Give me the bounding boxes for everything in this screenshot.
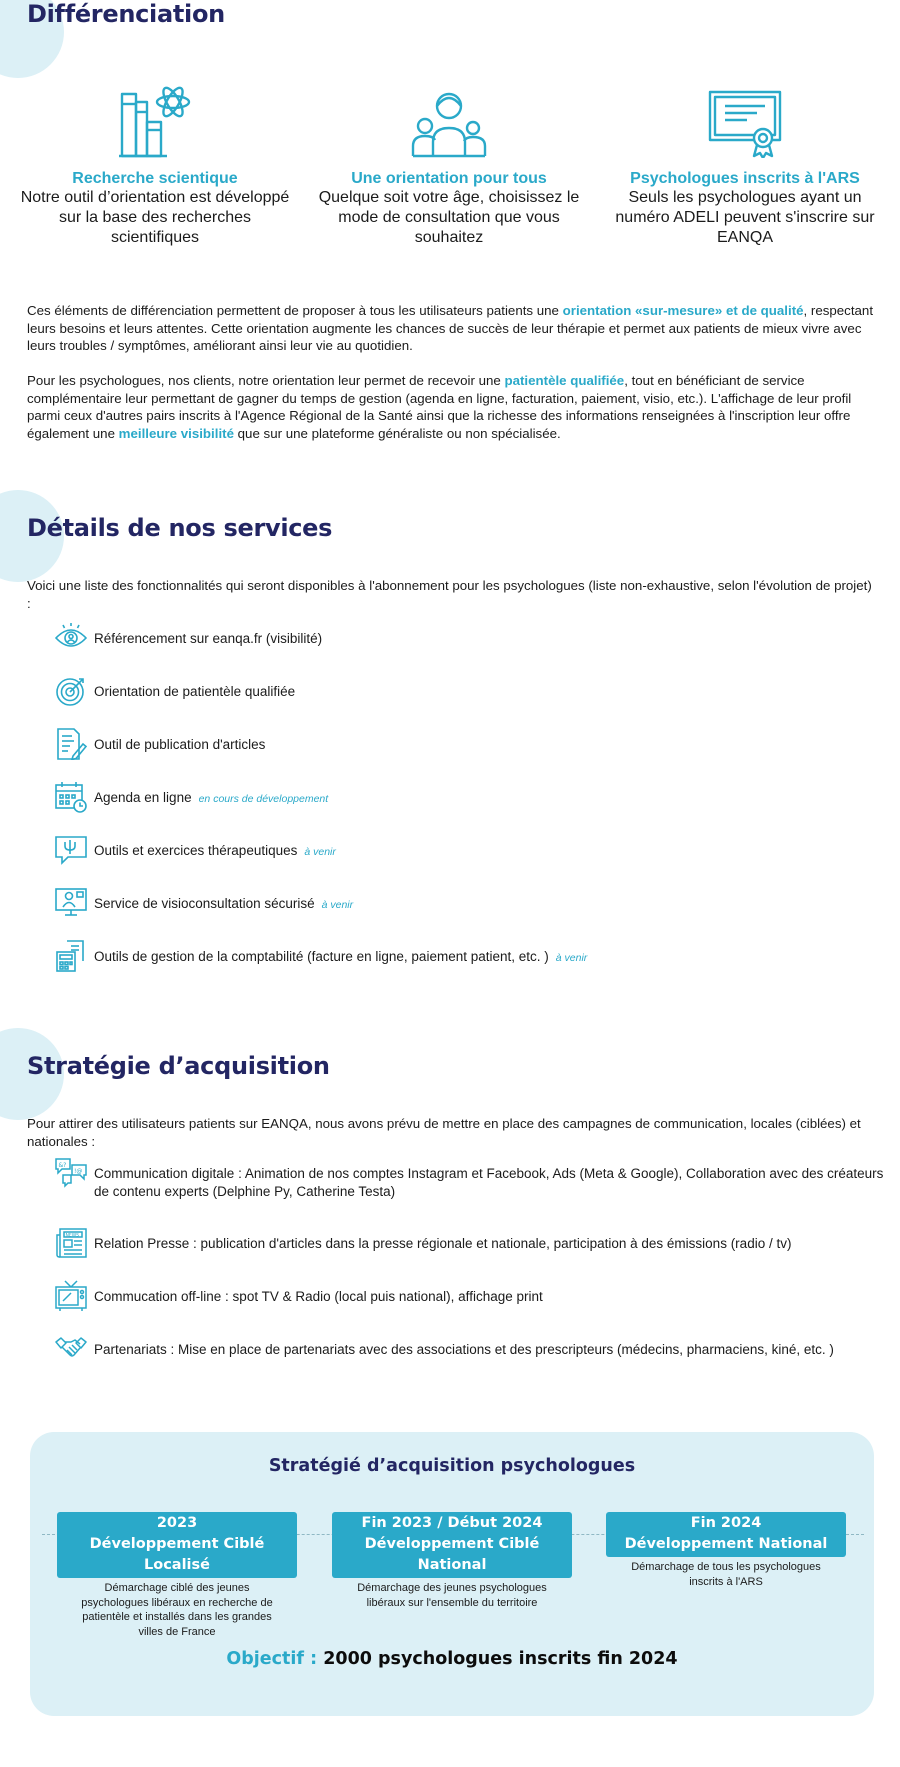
phase-description: Démarchage de tous les psychologues inscrits à l'ARS xyxy=(631,1561,821,1588)
status-tag: à venir xyxy=(321,899,354,911)
label: Outils et exercices thérapeutiques xyxy=(94,843,298,858)
highlight: meilleure visibilité xyxy=(118,425,234,441)
acquisition-label: Relation Presse : publication d'articles dans la presse régionale et nationale, participation à des émissions (radio / tv) xyxy=(94,1236,792,1251)
acquisition-intro: Pour attirer des utilisateurs patients sur EANQA, nous avons prévu de mettre en place des campagnes de communication, locales (ciblées) et nationales : xyxy=(27,1116,861,1149)
highlight: patientèle qualifiée xyxy=(504,373,625,388)
section-header-services xyxy=(0,490,900,560)
section-header-acquisition xyxy=(0,1028,900,1098)
service-label xyxy=(94,895,894,915)
service-label xyxy=(94,789,894,809)
text: , respectant leurs besoins et leurs attentes. Cette orientation augmente les chances de succès de leur thérapie et permet aux patients de mieux vivre avec leurs troubles / symptômes, améliorant ainsi leur vie au quotidien. xyxy=(27,303,874,353)
phase-description: Démarchage ciblé des jeunes psychologues libéraux en recherche de patientèle et installés dans les grandes villes de France xyxy=(81,1582,273,1638)
phase-name: Développement Ciblé Localisé xyxy=(89,1536,265,1573)
chat-psi-icon xyxy=(55,834,87,866)
objective-text: 2000 psychologues inscrits fin 2024 xyxy=(317,1649,678,1669)
pillar-title: Une orientation pour tous xyxy=(351,170,547,187)
books-atom-icon xyxy=(117,86,193,158)
status-tag: à venir xyxy=(304,846,336,858)
phase-description: Démarchage des jeunes psychologues libéraux sur l'ensemble du territoire xyxy=(357,1582,547,1609)
calculator-invoice-icon xyxy=(55,940,87,972)
newspaper-icon xyxy=(55,1227,87,1259)
phase-2023 xyxy=(57,1512,297,1639)
phase-box xyxy=(57,1512,297,1578)
acquisition-label: Partenariats : Mise en place de partenariats avec des associations et des prescripteurs (médecins, pharmaciens, kiné, etc. ) xyxy=(94,1342,834,1357)
status-tag: à venir xyxy=(555,952,588,964)
label: Outils de gestion de la comptabilité (facture en ligne, paiement patient, etc. ) xyxy=(94,949,549,964)
section-title-differentiation: Différenciation xyxy=(27,0,225,28)
objective xyxy=(30,1649,874,1669)
calendar-clock-icon xyxy=(55,781,87,813)
pillar-ars xyxy=(610,86,880,248)
status-tag: en cours de développement xyxy=(198,793,329,805)
section-title-acquisition: Stratégie d’acquisition xyxy=(27,1052,330,1080)
svg-text:!@: !@ xyxy=(74,1168,83,1175)
objective-label: Objectif : xyxy=(226,1649,318,1669)
text: Ces éléments de différenciation permettent de proposer à tous les utilisateurs patients une xyxy=(27,303,563,318)
service-label xyxy=(94,630,894,648)
pillar-text: Seuls les psychologues ayant un numéro ADELI peuvent s'inscrire sur EANQA xyxy=(615,189,875,246)
phase-2023-2024 xyxy=(332,1512,572,1610)
label: Outil de publication d'articles xyxy=(94,737,266,752)
eye-visibility-icon xyxy=(55,622,87,654)
pillar-orientation xyxy=(314,86,584,248)
label: Agenda en ligne xyxy=(94,790,192,805)
phase-name: Développement National xyxy=(624,1536,828,1552)
phase-2024 xyxy=(606,1512,846,1589)
label: Référencement sur eanqa.fr (visibilité) xyxy=(94,631,323,646)
section-title-services: Détails de nos services xyxy=(27,514,333,542)
differentiation-paragraph-1 xyxy=(27,302,875,355)
service-label xyxy=(94,948,894,968)
acquisition-label: Communication digitale : Animation de nos comptes Instagram et Facebook, Ads (Meta & Google), Collaboration avec des créateurs de contenu experts (Delphine Py, Catherine Testa) xyxy=(94,1166,884,1199)
text: , tout en bénéficiant de service complémentaire leur permettant de gagner du temps de gestion (agenda en ligne, facturation, paiement, visio, etc.). L'affichage de leur profil parmi ceux d'autres pairs inscrits à l'Agence Régional de la Santé ainsi que la richesse des informations renseignées à l'inscription leur offre également une xyxy=(27,373,852,441)
chat-bubbles-icon xyxy=(55,1157,87,1189)
label: Orientation de patientèle qualifiée xyxy=(94,684,296,699)
phase-year: Fin 2023 / Début 2024 xyxy=(361,1515,543,1531)
phase-year: Fin 2024 xyxy=(690,1515,762,1531)
pillar-title: Recherche scientique xyxy=(72,170,238,187)
strategy-title: Stratégié d’acquisition psychologues xyxy=(268,1456,636,1476)
phase-box xyxy=(332,1512,572,1578)
pillar-title: Psychologues inscrits à l'ARS xyxy=(630,170,860,187)
service-label xyxy=(94,683,894,701)
strategy-panel xyxy=(30,1432,874,1716)
svg-text:&?: &? xyxy=(58,1162,67,1169)
services-intro: Voici une liste des fonctionnalités qui seront disponibles à l'abonnement pour les psychologues (liste non-exhaustive, selon l'évolution de projet) : xyxy=(27,578,872,611)
video-call-icon xyxy=(55,887,87,919)
certificate-icon xyxy=(707,86,783,158)
acquisition-label: Commucation off-line : spot TV & Radio (local puis national), affichage print xyxy=(94,1289,543,1304)
phase-year: 2023 xyxy=(156,1515,198,1531)
svg-text:NEWS: NEWS xyxy=(65,1233,80,1239)
phase-name: Développement Ciblé National xyxy=(364,1536,540,1573)
handshake-icon xyxy=(55,1333,87,1365)
highlight: orientation «sur-mesure» et de qualité xyxy=(562,303,804,318)
text: que sur une plateforme généraliste ou non spécialisée. xyxy=(233,425,561,441)
service-label xyxy=(94,842,894,862)
text: Pour les psychologues, nos clients, notre orientation leur permet de recevoir une xyxy=(27,373,505,388)
pillar-text: Quelque soit votre âge, choisissez le mode de consultation que vous souhaitez xyxy=(318,189,580,246)
pillar-research xyxy=(20,86,290,248)
section-header-differentiation xyxy=(0,0,900,56)
pillar-text: Notre outil d’orientation est développé sur la base des recherches scientifiques xyxy=(20,189,290,246)
target-icon xyxy=(55,675,87,707)
phase-box xyxy=(606,1512,846,1557)
service-label xyxy=(94,736,894,754)
label: Service de visioconsultation sécurisé xyxy=(94,896,315,911)
family-people-icon xyxy=(411,86,487,158)
tv-icon xyxy=(55,1280,87,1312)
differentiation-paragraph-2 xyxy=(27,372,875,442)
document-pen-icon xyxy=(55,728,87,760)
